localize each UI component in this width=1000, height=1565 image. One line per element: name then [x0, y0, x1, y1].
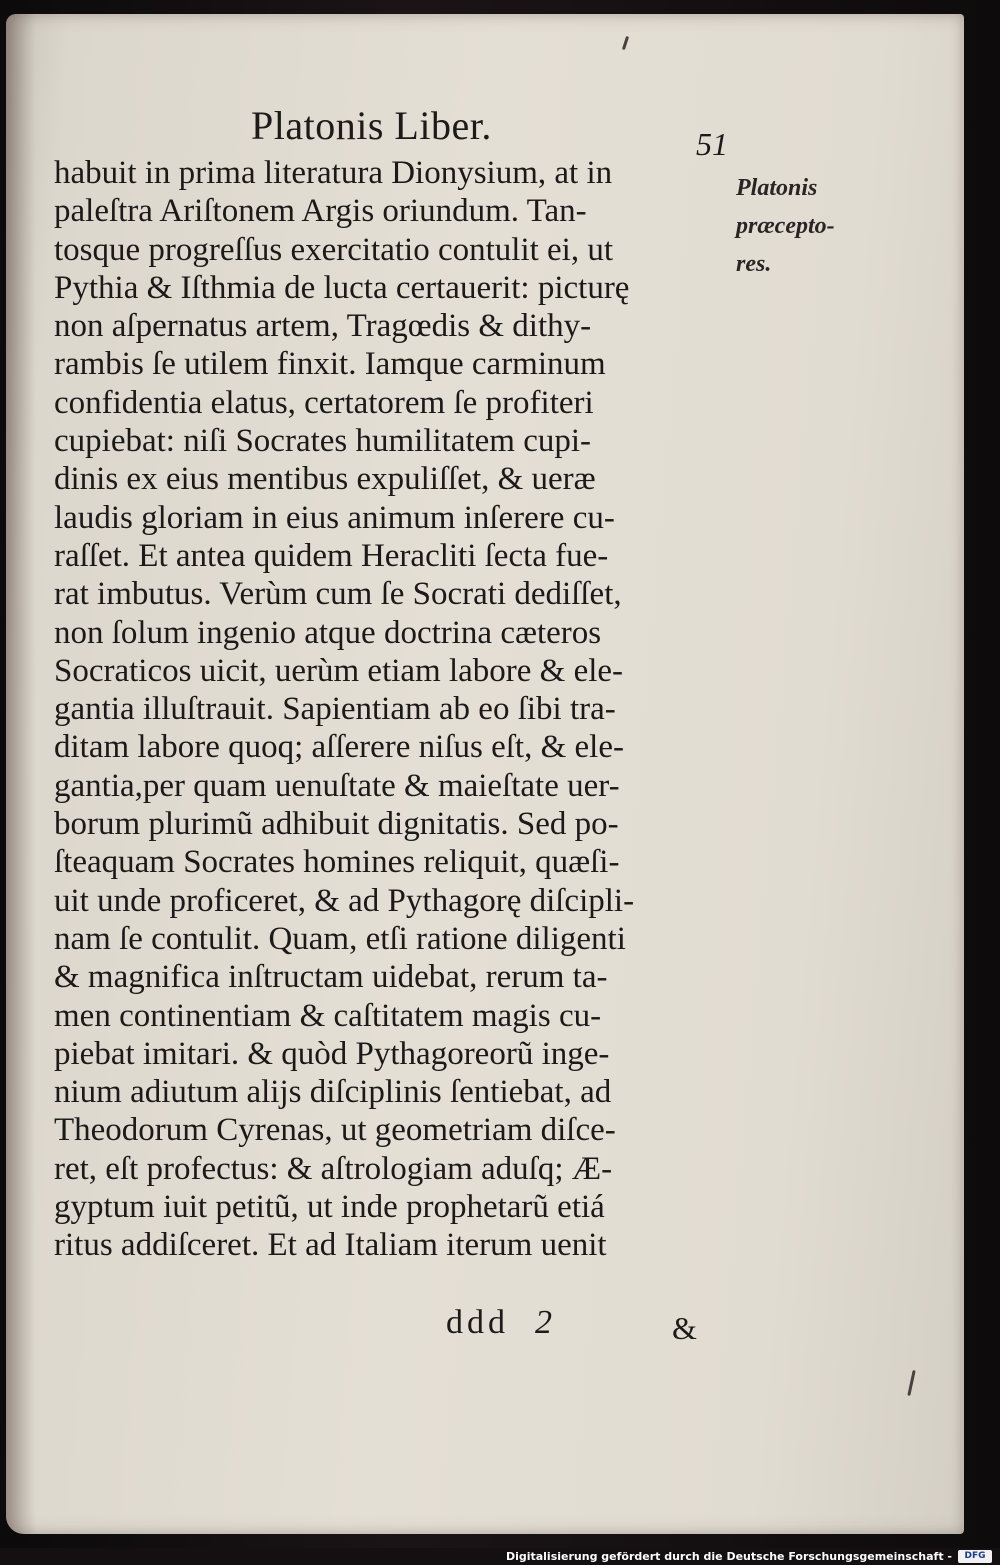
marginal-note-line: res.: [736, 251, 772, 277]
ink-mark: [907, 1370, 915, 1396]
text-line: ditam labore quoq; aſſerere niſus eſt, & ele-: [54, 729, 624, 766]
text-line: ritus addiſceret. Et ad Italiam iterum uenit: [54, 1227, 607, 1264]
signature-letters: ddd: [446, 1304, 509, 1341]
page-number: 51: [696, 126, 728, 162]
text-line: borum plurimũ adhibuit dignitatis. Sed po-: [54, 806, 619, 843]
digitization-credit: Digitalisierung gefördert durch die Deutsche Forschungsgemeinschaft -: [505, 1550, 952, 1563]
text-line: rat imbutus. Verùm cum ſe Socrati dediſſet,: [54, 576, 622, 613]
text-line: confidentia elatus, certatorem ſe profiteri: [54, 384, 594, 421]
text-line: non aſpernatus artem, Tragœdis & dithy-: [54, 308, 592, 345]
text-line: rambis ſe utilem finxit. Iamque carminum: [54, 346, 606, 383]
catchword: &: [672, 1310, 697, 1346]
marginal-note: [736, 169, 835, 283]
text-line: gyptum iuit petitũ, ut inde prophetarũ etiá: [54, 1189, 605, 1226]
body-text: [54, 154, 734, 1265]
text-line: Theodorum Cyrenas, ut geometriam diſce-: [54, 1112, 616, 1149]
text-line: ſteaquam Socrates homines reliquit, quæſi-: [54, 844, 620, 881]
text-line: Pythia & Iſthmia de lucta certauerit: picturę: [54, 269, 630, 306]
text-line: laudis gloriam in eius animum inſerere cu-: [54, 499, 615, 536]
signature-mark: [446, 1304, 556, 1342]
text-line: uit unde proficeret, & ad Pythagorę diſcipli-: [54, 882, 635, 919]
marginal-note-line: Platonis: [736, 175, 818, 201]
text-line: ret, eſt profectus: & aſtrologiam aduſq; Æ-: [54, 1150, 613, 1187]
text-line: paleſtra Ariſtonem Argis oriundum. Tan-: [54, 193, 587, 230]
marginal-note-line: præcepto-: [736, 213, 835, 239]
text-line: nam ſe contulit. Quam, etſi ratione diligenti: [54, 920, 626, 957]
text-line: gantia,per quam uenuſtate & maieſtate uer-: [54, 767, 620, 804]
text-line: & magnifica inſtructam uidebat, rerum ta-: [54, 959, 608, 996]
dfg-logo: DFG: [958, 1550, 992, 1563]
running-head: Platonis Liber.: [251, 103, 492, 148]
text-line: habuit in prima literatura Dionysium, at in: [54, 155, 613, 191]
text-line: non ſolum ingenio atque doctrina cæteros: [54, 614, 602, 651]
text-line: men continentiam & caſtitatem magis cu-: [54, 997, 602, 1034]
text-line: tosque progreſſus exercitatio contulit ei, ut: [54, 231, 614, 268]
text-line: raſſet. Et antea quidem Heracliti ſecta fue-: [54, 537, 609, 574]
text-line: cupiebat: niſi Socrates humilitatem cupi-: [54, 423, 592, 460]
book-page: [6, 14, 964, 1534]
text-line: dinis ex eius mentibus expuliſſet, & ueræ: [54, 461, 596, 498]
text-line: nium adiutum alijs diſciplinis ſentiebat, ad: [54, 1074, 612, 1111]
signature-number: 2: [535, 1304, 556, 1341]
text-line: piebat imitari. & quòd Pythagoreorũ inge-: [54, 1035, 610, 1072]
ink-mark: [622, 36, 629, 50]
text-line: gantia illuſtrauit. Sapientiam ab eo ſibi tra-: [54, 691, 616, 728]
text-line: Socraticos uicit, uerùm etiam labore & ele-: [54, 652, 624, 689]
